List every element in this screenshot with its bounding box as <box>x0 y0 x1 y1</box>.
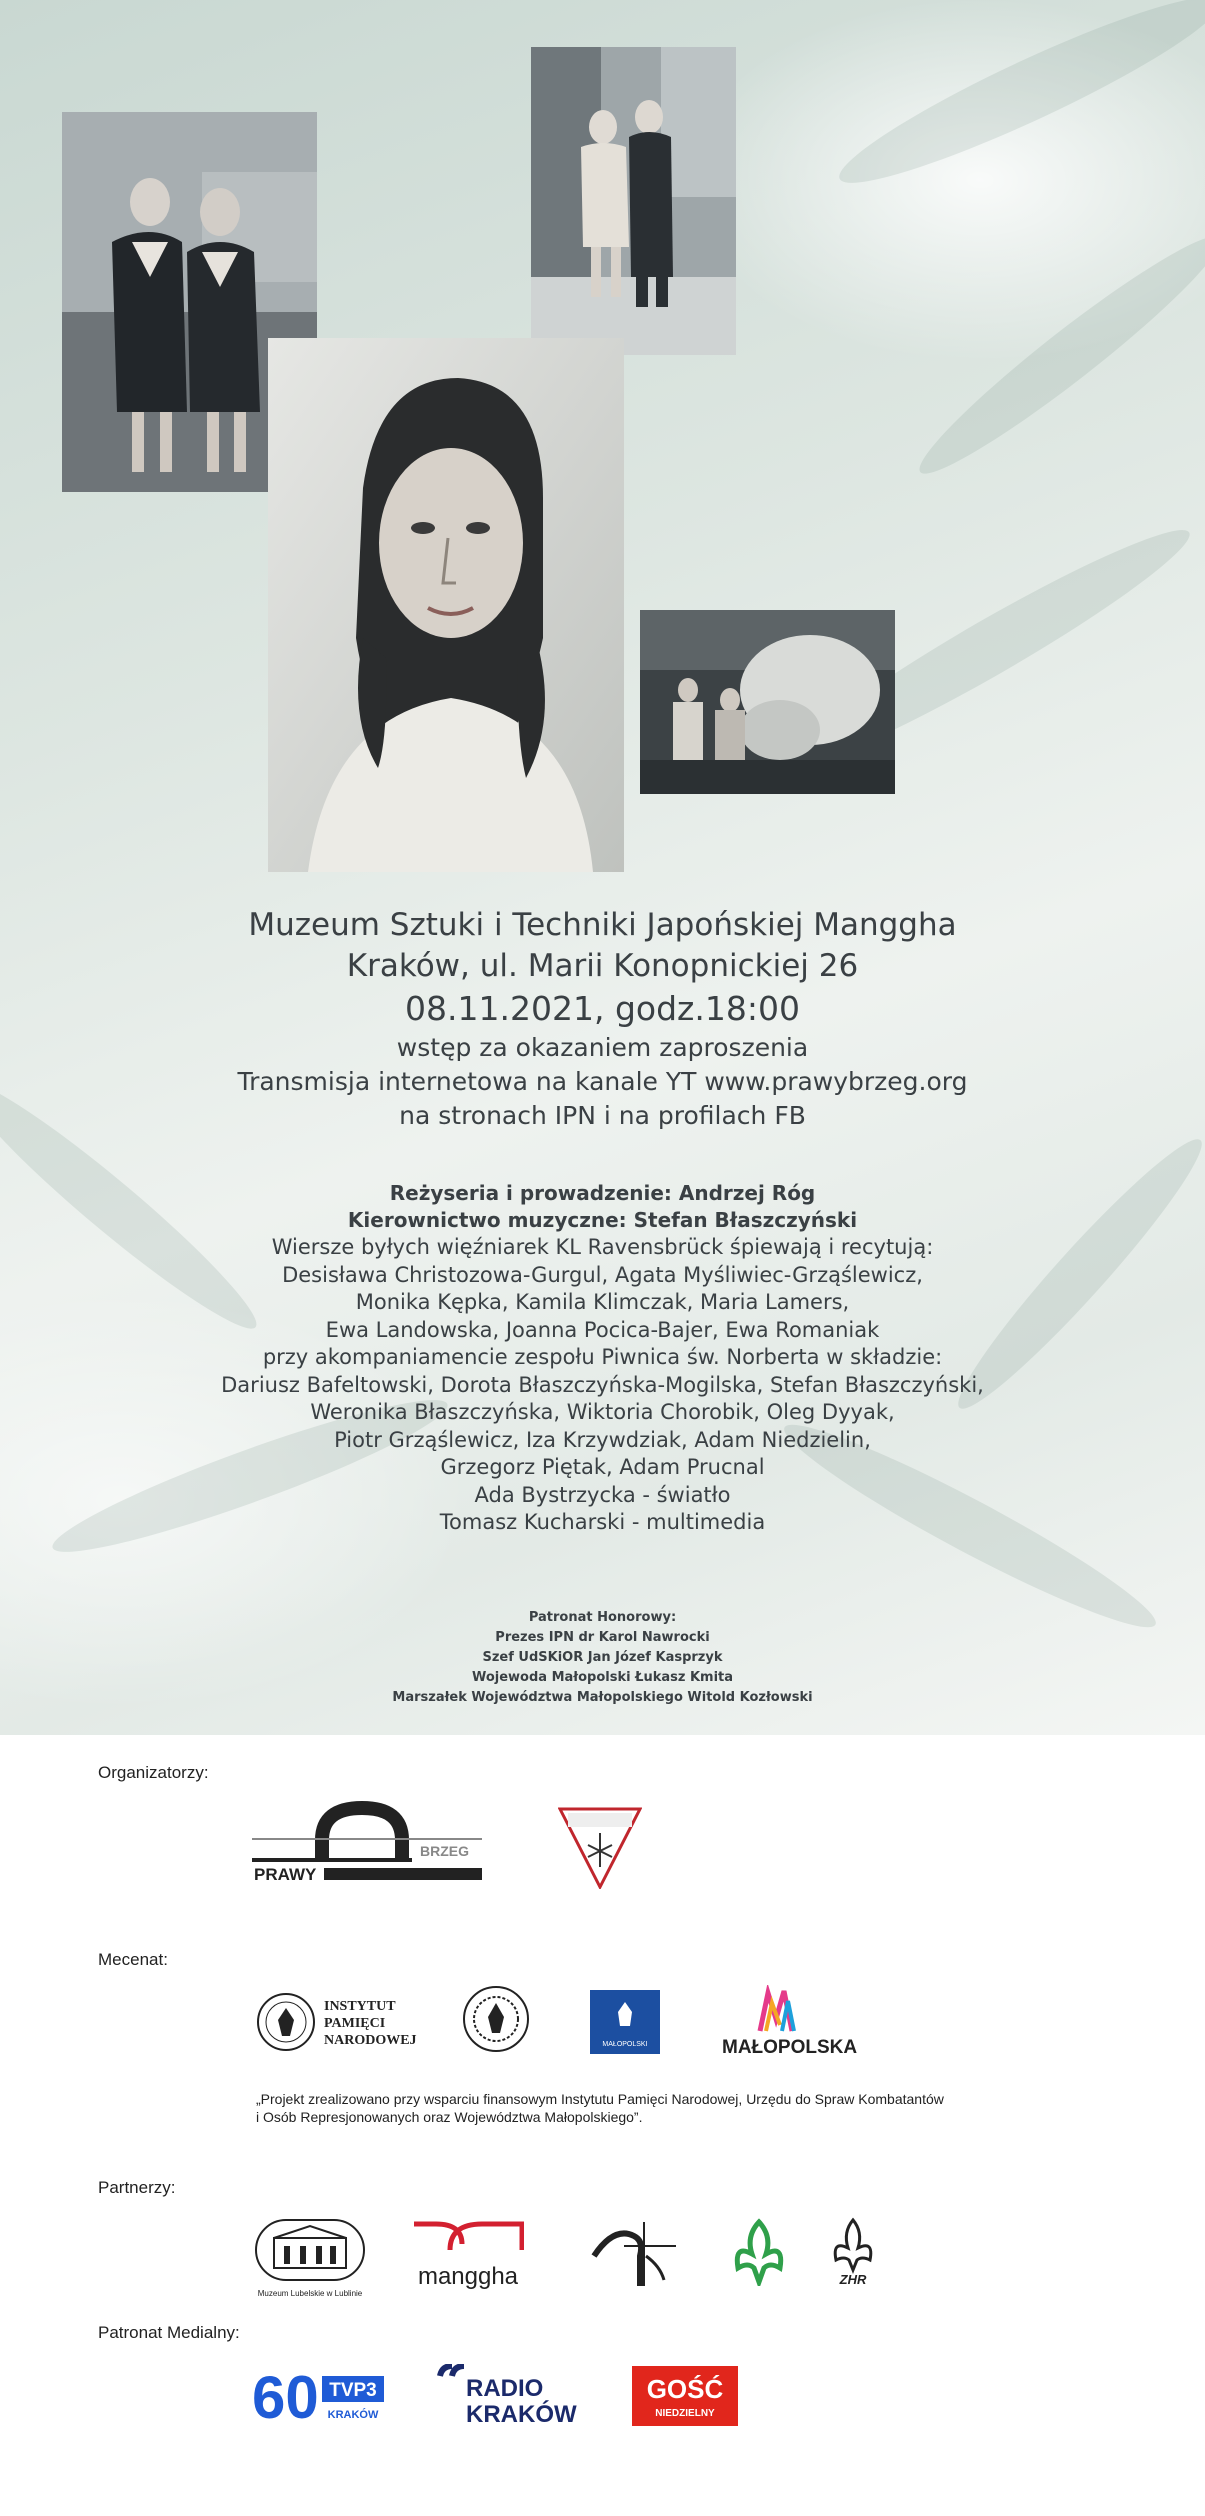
malopolski-small-text: MAŁOPOLSKI <box>602 2041 648 2048</box>
tvp3-krakow-text: KRAKÓW <box>327 2409 379 2421</box>
credit-line: Tomasz Kucharski - multimedia <box>439 1510 766 1534</box>
patronage-title: Patronat Honorowy: <box>528 1610 677 1625</box>
partners-label: Partnerzy: <box>98 2178 176 2197</box>
credit-line: Weronika Błaszczyńska, Wiktoria Chorobik, Oleg Dyyak, <box>310 1400 895 1424</box>
credit-music: Kierownictwo muzyczne: Stefan Błaszczyński <box>347 1208 858 1232</box>
disclaimer-line: „Projekt zrealizowano przy wsparciu finansowym Instytutu Pamięci Narodowej, Urzędu do Spraw Kombatantów <box>256 2091 944 2107</box>
leaf-decoration <box>827 0 1205 206</box>
credit-direction: Reżyseria i prowadzenie: Andrzej Róg <box>389 1181 816 1205</box>
manggha-text: manggha <box>417 2263 519 2290</box>
zhr-text: ZHR <box>839 2272 867 2287</box>
manggha-logo <box>412 2220 524 2292</box>
credits <box>0 1180 1205 1537</box>
stream-info-1: Transmisja internetowa na kanale YT www.prawybrzeg.org <box>237 1067 968 1096</box>
brzeg-text: BRZEG <box>420 1843 469 1859</box>
event-datetime: 08.11.2021, godz.18:00 <box>405 989 800 1028</box>
prawy-text: PRAWY <box>254 1865 317 1884</box>
wojewoda-malopolski-logo <box>590 1990 660 2054</box>
gosc-text: GOŚĆ <box>646 2374 724 2404</box>
media-label: Patronat Medialny: <box>98 2323 240 2342</box>
organizers-label: Organizatorzy: <box>98 1763 209 1782</box>
photo-couple <box>531 47 736 355</box>
gosc-niedzielny-logo <box>632 2366 738 2426</box>
disclaimer-line: i Osób Represjonowanych oraz Województwa Małopolskiego”. <box>256 2109 643 2125</box>
tvp3-krakow-logo <box>252 2362 392 2428</box>
venue-address: Kraków, ul. Marii Konopnickiej 26 <box>346 948 859 984</box>
scout-lily-green-logo <box>730 2218 788 2286</box>
tvp3-sixty: 60 <box>252 2364 319 2428</box>
muzeum-lubelskie-logo <box>254 2218 366 2300</box>
ipn-line1: INSTYTUT <box>324 1999 396 2014</box>
credit-line: Ada Bystrzycka - światło <box>474 1482 731 1507</box>
credit-line: Ewa Landowska, Joanna Pocica-Bajer, Ewa Romaniak <box>325 1317 880 1342</box>
funding-disclaimer <box>256 2090 1076 2126</box>
radio-line1: RADIO <box>466 2375 544 2402</box>
venue-name: Muzeum Sztuki i Techniki Japońskiej Manggha <box>248 907 957 943</box>
credit-line: Grzegorz Piętak, Adam Prucnal <box>440 1455 765 1479</box>
udskior-seal-logo <box>462 1985 530 2053</box>
stream-info-2: na stronach IPN i na profilach FB <box>399 1101 806 1130</box>
ipn-logo <box>256 1990 426 2054</box>
photo-group-outdoor <box>640 610 895 794</box>
muzeum-lubelskie-text: Muzeum Lubelskie w Lublinie <box>257 2289 363 2298</box>
credit-line: przy akompaniamencie zespołu Piwnica św. Norberta w składzie: <box>262 1345 943 1369</box>
patronage-line: Wojewoda Małopolski Łukasz Kmita <box>471 1670 734 1685</box>
credit-line: Desisława Christozowa-Gurgul, Agata Myśliwiec-Grząślewicz, <box>282 1262 923 1287</box>
credit-line: Dariusz Bafeltowski, Dorota Błaszczyńska-Mogilska, Stefan Błaszczyński, <box>221 1372 984 1397</box>
malopolska-logo <box>720 1985 870 2057</box>
credit-line: Piotr Grząślewicz, Iza Krzywdziak, Adam Niedzielin, <box>334 1427 871 1452</box>
radio-krakow-logo <box>436 2364 586 2428</box>
prawy-brzeg-logo <box>252 1800 482 1885</box>
leaf-decoration <box>905 218 1205 491</box>
credit-line: Wiersze byłych więźniarek KL Ravensbrück śpiewają i recytują: <box>271 1235 934 1259</box>
patronage-line: Szef UdSKiOR Jan Józef Kasprzyk <box>482 1650 723 1665</box>
patronage-line: Marszałek Województwa Małopolskiego Witold Kozłowski <box>392 1690 813 1705</box>
gosc-sub-text: NIEDZIELNY <box>655 2408 715 2419</box>
tvp3-text: TVP3 <box>329 2380 377 2401</box>
patronage-line: Prezes IPN dr Karol Nawrocki <box>495 1630 710 1645</box>
radio-line2: KRAKÓW <box>466 2401 577 2428</box>
patron-label: Mecenat: <box>98 1950 168 1969</box>
event-info <box>0 905 1205 1133</box>
malopolska-text: MAŁOPOLSKA <box>722 2037 858 2057</box>
zhr-logo <box>828 2216 878 2288</box>
honorary-patronage <box>0 1608 1205 1708</box>
credit-line: Monika Kępka, Kamila Klimczak, Maria Lamers, <box>355 1290 850 1314</box>
piwnica-logo <box>584 2216 680 2292</box>
organizer-triangle-logo <box>558 1805 642 1889</box>
entry-info: wstęp za okazaniem zaproszenia <box>396 1033 809 1062</box>
ipn-line3: NARODOWEJ <box>324 2033 417 2048</box>
photo-portrait <box>268 338 624 872</box>
ipn-line2: PAMIĘCI <box>324 2016 386 2031</box>
